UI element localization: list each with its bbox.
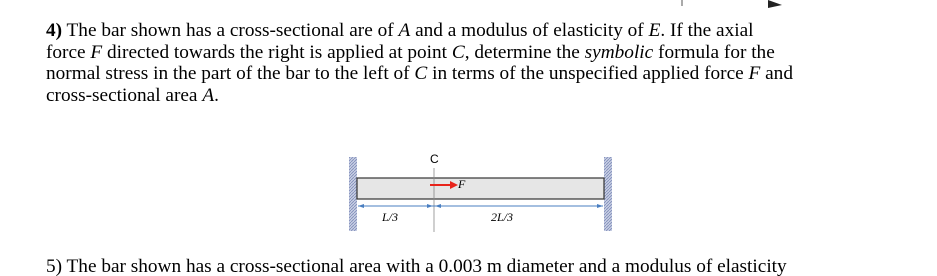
next-problem-cutoff bbox=[46, 256, 926, 276]
text-segment: normal stress in the part of the bar to the left of bbox=[46, 63, 415, 84]
text-segment: and bbox=[760, 63, 793, 84]
emphasis-symbolic: symbolic bbox=[584, 41, 654, 63]
bar bbox=[357, 178, 604, 199]
dim-right-label: 2L/3 bbox=[491, 210, 514, 224]
variable-A: A bbox=[398, 20, 411, 41]
dim-arrow-right bbox=[597, 204, 603, 208]
force-label: F bbox=[458, 177, 466, 191]
dim-arrow-c-left bbox=[427, 204, 433, 208]
dim-arrow-left bbox=[358, 204, 364, 208]
text-segment: force bbox=[46, 41, 91, 63]
variable-E: E bbox=[648, 20, 661, 41]
text-segment: . If the axial bbox=[660, 20, 754, 41]
dim-left-label: L/3 bbox=[382, 210, 399, 224]
variable-A: A bbox=[202, 84, 215, 106]
top-arrow-mark bbox=[768, 0, 782, 8]
right-wall bbox=[604, 157, 612, 231]
variable-F: F bbox=[90, 41, 103, 63]
next-problem-text: 5) The bar shown has a cross-sectional area with a 0.003 m diameter and a modulus of elasticity bbox=[46, 256, 787, 276]
text-segment: cross-sectional area bbox=[46, 84, 203, 106]
text-segment: The bar shown has a cross-sectional are of bbox=[62, 20, 399, 41]
problem-number: 4) bbox=[46, 20, 63, 41]
variable-C: C bbox=[414, 63, 428, 84]
point-c-label: C bbox=[430, 152, 439, 166]
text-segment: and a modulus of elasticity of bbox=[410, 20, 649, 41]
dim-arrow-c-right bbox=[435, 204, 441, 208]
text-segment: in terms of the unspecified applied force bbox=[427, 63, 749, 84]
variable-F: F bbox=[748, 63, 761, 84]
variable-C: C bbox=[451, 41, 465, 63]
text-segment: . bbox=[214, 84, 219, 106]
left-wall bbox=[349, 157, 357, 231]
text-segment: directed towards the right is applied at point bbox=[102, 41, 452, 63]
text-segment: formula for the bbox=[653, 41, 775, 63]
text-segment: , determine the bbox=[464, 41, 585, 63]
